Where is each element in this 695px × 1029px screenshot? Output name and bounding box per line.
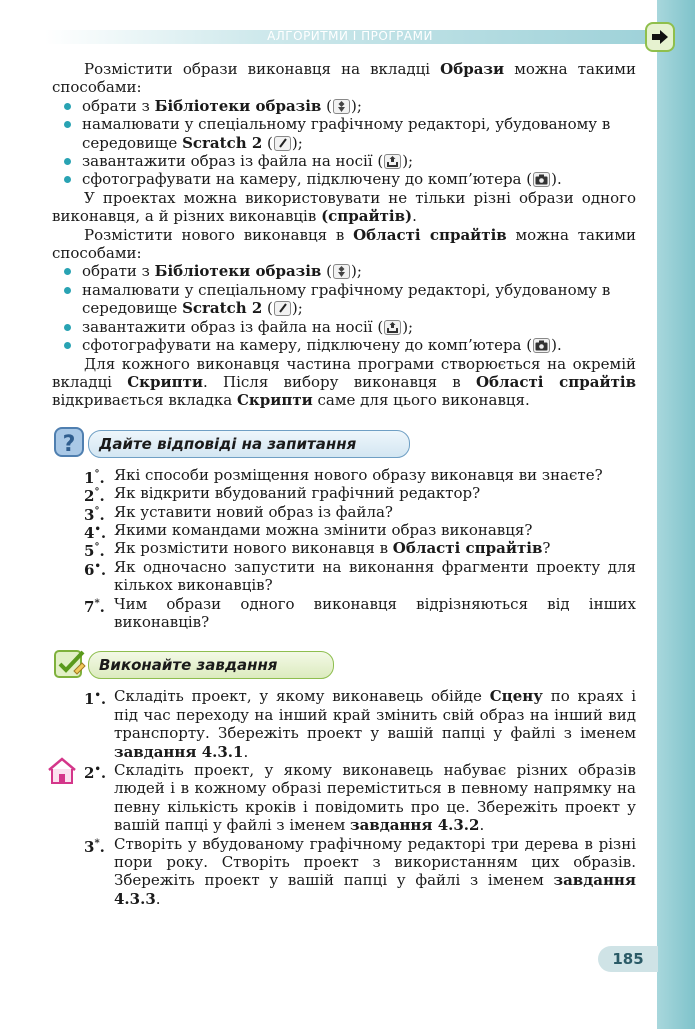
sprite-library-icon (333, 264, 350, 279)
list-item: 2°. Як відкрити вбудований графічний редактор? (84, 484, 481, 506)
bullet-list-2 (52, 262, 636, 354)
section-header-title: АЛГОРИТМИ І ПРОГРАМИ (267, 29, 433, 43)
list-item: 1•. Складіть проект, у якому виконавець обійде Сцену по краях і під час переходу на інший край змінить свій образ на інший вид транспорту. Збережіть проект у вашій папці у файлі з іменем завдання 4.3.1. (84, 687, 636, 761)
list-item: намалювати у спеціальному графічному редакторі, убудованому в середовище Scratch 2 ( ); (52, 115, 636, 152)
next-arrow-icon[interactable] (645, 22, 675, 52)
questions-list (52, 466, 636, 632)
tasks-list (52, 687, 636, 908)
list-item: обрати з Бібліотеки образів ( ); (52, 97, 636, 115)
intro-paragraph-4: Для кожного виконавця частина програми створюється на окремій вкладці Скрипти. Після вибору виконавця в Області спрайтів відкривається вкладка Скрипти саме для цього виконавця. (52, 354, 636, 410)
questions-header (52, 426, 636, 460)
tasks-title: Виконайте завдання (88, 651, 334, 679)
list-item: завантажити образ із файла на носії ( ); (52, 318, 636, 336)
list-item: сфотографувати на камеру, підключену до комп’ютера ( ). (52, 170, 636, 188)
intro-paragraph-2: У проектах можна використовувати не тільки різні образи одного виконавця, а й різних виконавців (спрайтів). (52, 188, 636, 226)
camera-icon (533, 172, 550, 187)
list-item: обрати з Бібліотеки образів ( ); (52, 262, 636, 280)
list-item: 1°. Які способи розміщення нового образу виконавця ви знаєте? (84, 465, 603, 487)
list-item: 3*. Створіть у вбудованому графічному редакторі три дерева в різні пори року. Створіть проект з використанням цих образів. Збережіть проект у вашій папці у файлі з іменем завдання 4.3.3. (84, 834, 636, 908)
upload-icon (384, 320, 401, 335)
list-item: завантажити образ із файла на носії ( ); (52, 152, 636, 170)
svg-text:?: ? (62, 431, 76, 457)
list-item: 7*. Чим образи одного виконавця відрізняються від інших виконавців? (84, 594, 636, 631)
list-item: намалювати у спеціальному графічному редакторі, убудованому в середовище Scratch 2 ( ); (52, 281, 636, 318)
camera-icon (533, 338, 550, 353)
home-task-icon (46, 757, 78, 785)
bullet-list-1 (52, 97, 636, 189)
intro-paragraph-1: Розмістити образи виконавця на вкладці Образи можна такими способами: (52, 60, 636, 97)
list-item: 5°. Як розмістити нового виконавця в Області спрайтів? (84, 539, 551, 561)
question-icon (52, 426, 88, 460)
tasks-header (52, 647, 636, 681)
list-item: сфотографувати на камеру, підключену до комп’ютера ( ). (52, 336, 636, 354)
page-content (52, 60, 636, 908)
paint-brush-icon (274, 301, 291, 316)
questions-title: Дайте відповіді на запитання (88, 430, 410, 458)
upload-icon (384, 154, 401, 169)
intro-paragraph-3: Розмістити нового виконавця в Області спрайтів можна такими способами: (52, 225, 637, 263)
sprite-library-icon (333, 99, 350, 114)
page-number: 185 (598, 946, 658, 972)
list-item: 6•. Як одночасно запустити на виконання фрагменти проекту для кількох виконавців? (84, 557, 636, 595)
paint-brush-icon (274, 136, 291, 151)
side-color-band (657, 0, 695, 1029)
checklist-icon (52, 647, 88, 681)
list-item: 4•. Якими командами можна змінити образ виконавця? (84, 520, 533, 542)
list-item: 3°. Як уставити новий образ із файла? (84, 502, 393, 524)
list-item: 2•. Складіть проект, у якому виконавець набуває різних образів людей і в кожному образі переміститься в певному напрямку на певну кількість кроків і повідомить про це. Збережіть проект у вашій папці у файлі з іменем завдання 4.3.2. (52, 761, 636, 835)
